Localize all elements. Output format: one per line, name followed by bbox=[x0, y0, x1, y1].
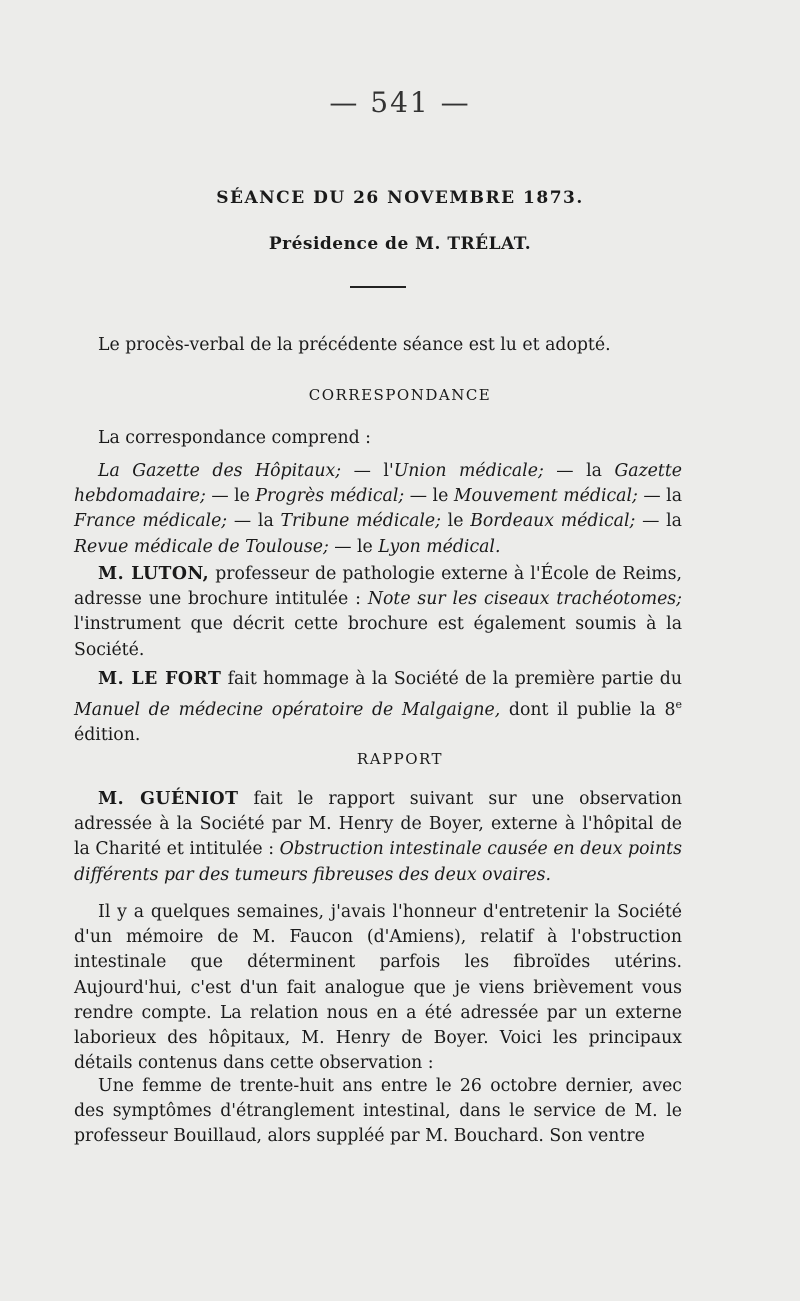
journal-sep: le bbox=[440, 511, 471, 532]
journal-4: Progrès médical; bbox=[255, 486, 405, 507]
divider-rule bbox=[350, 286, 406, 288]
session-title: SÉANCE DU 26 NOVEMBRE 1873. bbox=[216, 188, 584, 208]
paragraph-text: l'instrument que décrit cette brochure est également soumis à la Société. bbox=[74, 614, 682, 660]
journal-sep: — le bbox=[404, 486, 454, 507]
proces-verbal-line bbox=[74, 333, 682, 358]
journal-8: Bordeaux médical; bbox=[470, 511, 636, 532]
paragraph-text: professeur de pathologie externe à l'École de Reims, adresse une brochure intitulée : bbox=[74, 564, 682, 610]
lefort-paragraph bbox=[74, 667, 682, 748]
work-title: Obstruction intestinale causée en deux points différents par des tumeurs fibreuses des deux ovaires. bbox=[74, 839, 682, 885]
work-title: Note sur les ciseaux trachéotomes; bbox=[367, 589, 682, 610]
journal-2: Union médicale; bbox=[393, 461, 544, 481]
journal-5: Mouvement médical; bbox=[453, 486, 638, 507]
journal-list-paragraph bbox=[74, 459, 682, 560]
paragraph-text: fait hommage à la Société de la première partie du bbox=[221, 669, 682, 689]
journal-7: Tribune médicale; bbox=[280, 511, 441, 532]
work-title: Manuel de médecine opératoire de Malgaigne, bbox=[74, 699, 501, 720]
author-name: M. GUÉNIOT bbox=[98, 789, 239, 809]
presidency-line: Présidence de M. TRÉLAT. bbox=[268, 234, 532, 254]
paragraph-text: dont il publie la 8 bbox=[500, 699, 676, 720]
journal-sep: — la bbox=[635, 511, 682, 532]
superscript: e bbox=[675, 698, 682, 712]
journal-9: Revue médicale de Toulouse; bbox=[74, 536, 329, 557]
body-paragraph-1: Il y a quelques semaines, j'avais l'honneur d'entretenir la Société d'un mémoire de M. Faucon (d'Amiens), relatif à l'obstruction intestinale que déterminent parfois les fibroïdes utérins. Aujourd'hui, c'est d'un fait analogue que je viens brièvement vous rendre compte. La relation nous en a été adressée par un externe laborieux des hôpitaux, M. Henry de Boyer. Voici les principaux détails contenus dans cette observation : bbox=[74, 902, 682, 1074]
journal-1: La Gazette des Hôpitaux; bbox=[98, 461, 342, 481]
rapport-heading: RAPPORT bbox=[356, 750, 444, 768]
correspondance-intro: La correspondance comprend : bbox=[98, 428, 371, 448]
journal-sep: — la bbox=[543, 461, 615, 481]
journal-sep: — le bbox=[205, 486, 256, 507]
correspondance-intro-line bbox=[74, 426, 682, 451]
author-name: M. LE FORT bbox=[98, 669, 222, 689]
journal-sep: — la bbox=[637, 486, 683, 507]
body-paragraph-2: Une femme de trente-huit ans entre le 26 octobre dernier, avec des symptômes d'étranglement intestinal, dans le service de M. le professeur Bouillaud, alors suppléé par M. Bouchard. Son ventre bbox=[74, 1076, 682, 1147]
paragraph-text: édition. bbox=[74, 725, 141, 746]
author-name: M. LUTON, bbox=[98, 564, 210, 584]
luton-paragraph bbox=[74, 562, 682, 663]
journal-sep: — le bbox=[328, 536, 379, 557]
page-number: — 541 — bbox=[329, 86, 471, 119]
proces-verbal-text: Le procès-verbal de la précédente séance est lu et adopté. bbox=[98, 335, 611, 355]
gueniot-paragraph bbox=[74, 787, 682, 888]
journal-10: Lyon médical. bbox=[378, 536, 501, 557]
journal-6: France médicale; bbox=[74, 511, 228, 532]
journal-3: Gazette hebdomadaire; bbox=[74, 461, 683, 507]
journal-sep: — l' bbox=[341, 461, 394, 481]
paragraph-text: fait le rapport suivant sur une observation adressée à la Société par M. Henry de Boyer, externe à l'hôpital de la Charité et intitulée : bbox=[74, 789, 682, 860]
journal-sep: — la bbox=[227, 511, 281, 532]
correspondance-heading: CORRESPONDANCE bbox=[308, 386, 492, 404]
